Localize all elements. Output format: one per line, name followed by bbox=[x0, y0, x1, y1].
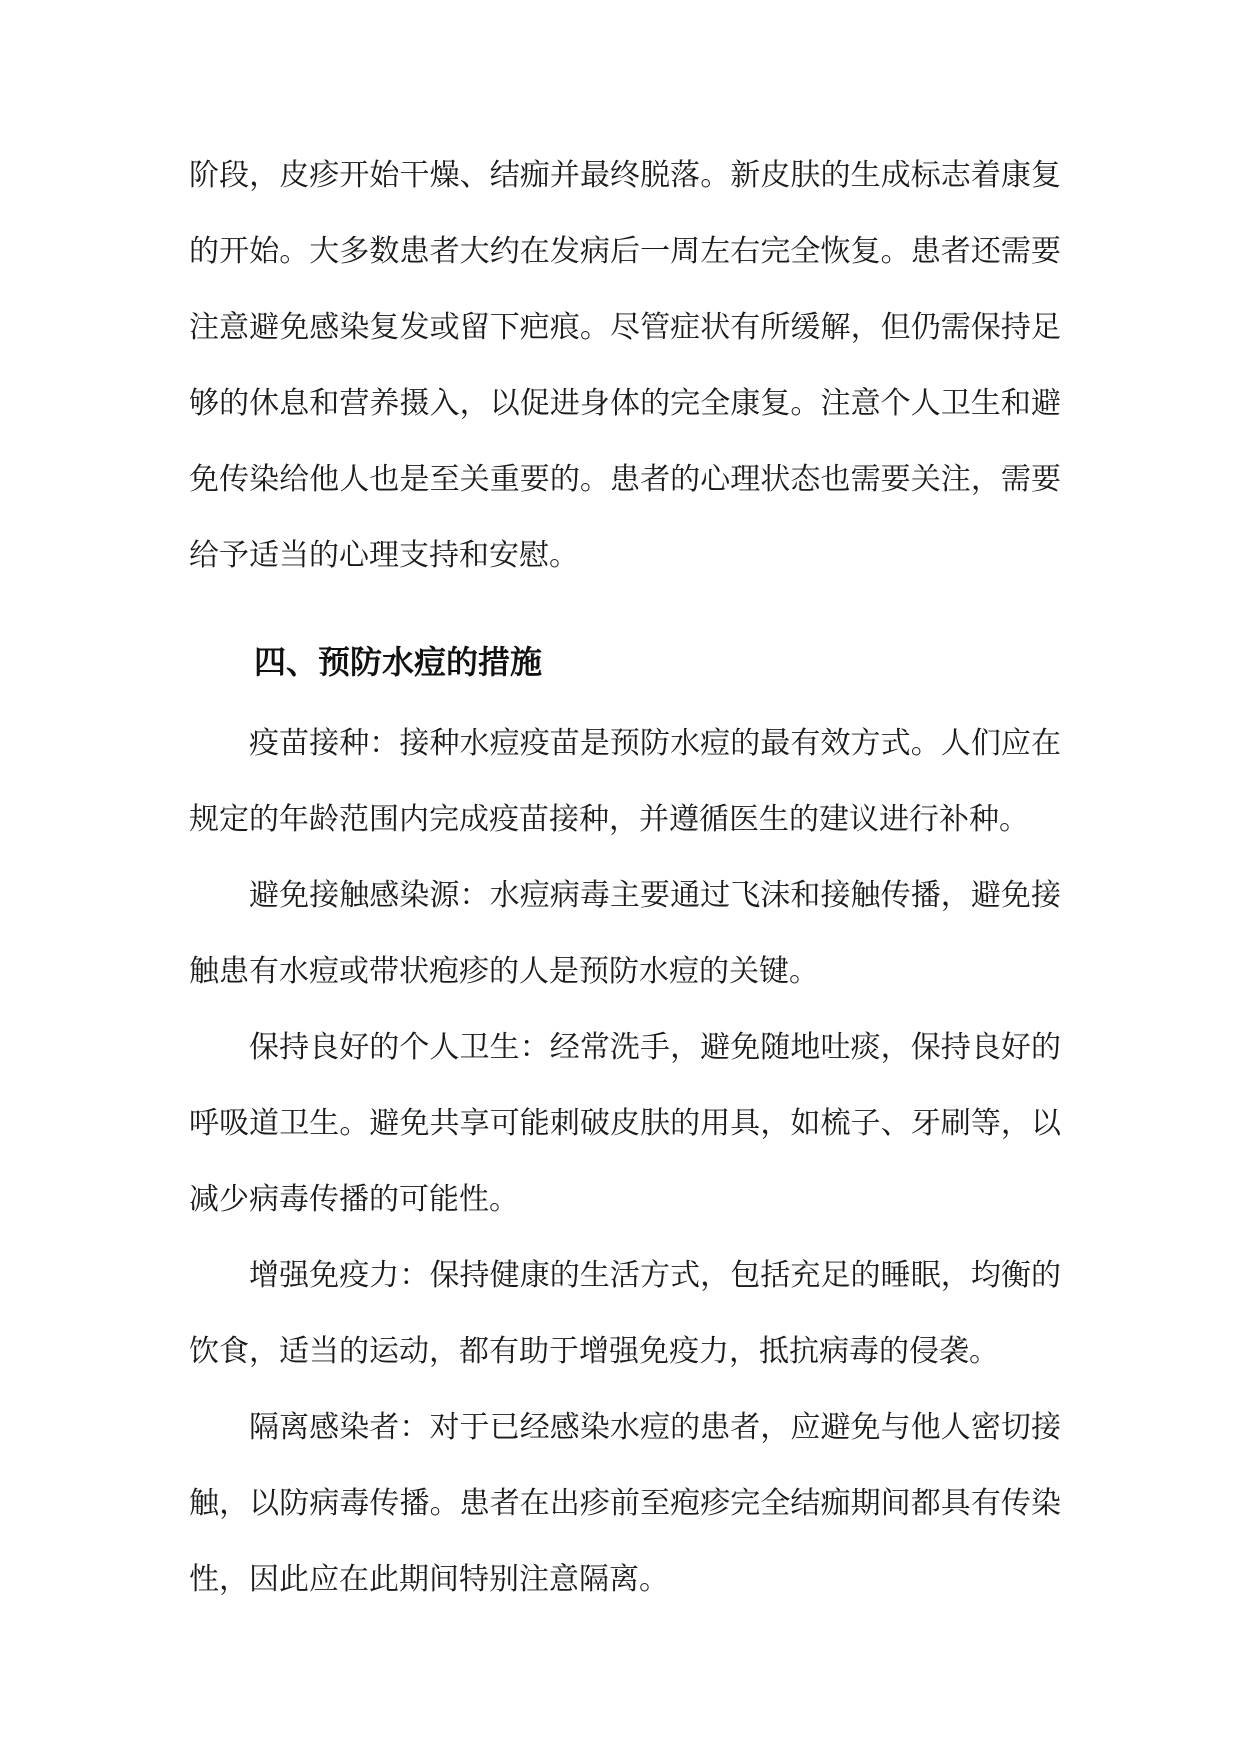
paragraph-hygiene: 保持良好的个人卫生：经常洗手，避免随地吐痰，保持良好的呼吸道卫生。避免共享可能刺破皮肤的用具，如梳子、牙刷等，以减少病毒传播的可能性。 bbox=[189, 1030, 1061, 1217]
section-heading: 四、预防水痘的措施 bbox=[254, 643, 543, 681]
paragraph-vaccination: 疫苗接种：接种水痘疫苗是预防水痘的最有效方式。人们应在规定的年龄范围内完成疫苗接种，并遵循医生的建议进行补种。 bbox=[189, 726, 1061, 837]
document-body bbox=[189, 138, 1061, 1618]
paragraph-immunity: 增强免疫力：保持健康的生活方式，包括充足的睡眠，均衡的饮食，适当的运动，都有助于增强免疫力，抵抗病毒的侵袭。 bbox=[189, 1258, 1061, 1369]
paragraph-avoid-contact: 避免接触感染源：水痘病毒主要通过飞沫和接触传播，避免接触患有水痘或带状疱疹的人是预防水痘的关键。 bbox=[189, 878, 1061, 989]
intro-paragraph: 阶段，皮疹开始干燥、结痂并最终脱落。新皮肤的生成标志着康复的开始。大多数患者大约在发病后一周左右完全恢复。患者还需要注意避免感染复发或留下疤痕。尽管症状有所缓解，但仍需保持足够的休息和营养摄入，以促进身体的完全康复。注意个人卫生和避免传染给他人也是至关重要的。患者的心理状态也需要关注，需要给予适当的心理支持和安慰。 bbox=[189, 158, 1061, 573]
paragraph-isolation: 隔离感染者：对于已经感染水痘的患者，应避免与他人密切接触，以防病毒传播。患者在出疹前至疱疹完全结痂期间都具有传染性，因此应在此期间特别注意隔离。 bbox=[189, 1410, 1061, 1597]
